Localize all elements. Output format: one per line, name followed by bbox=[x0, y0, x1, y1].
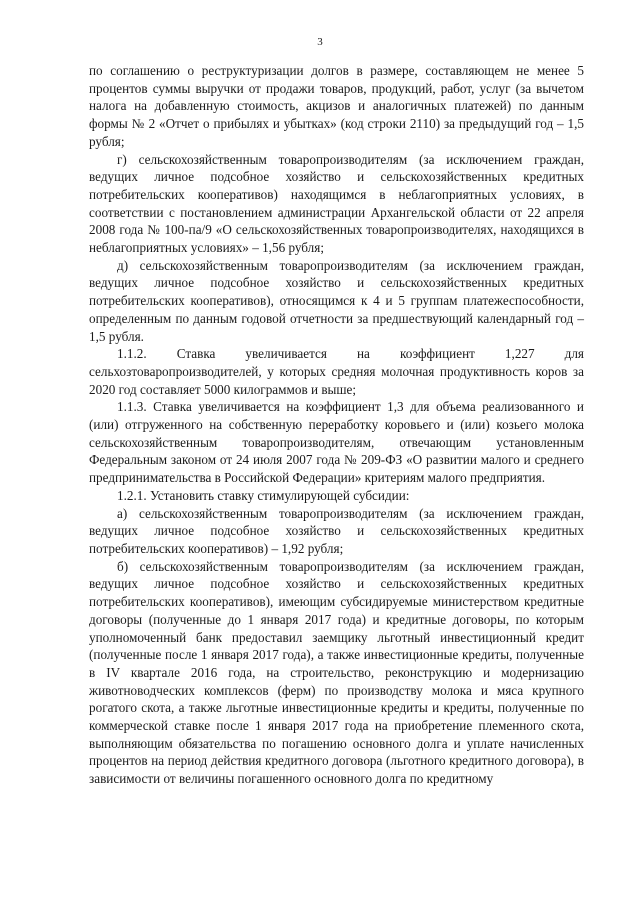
paragraph-item-g: г) сельскохозяйственным товаропроизводителям (за исключением граждан, ведущих личное подсобное хозяйство и сельскохозяйственных кредитных потребительских кооперативов) находящимся в неблагоприятных условиях, в соответствии с постановлением администрации Архангельской области от 22 апреля 2008 года № 100-па/9 «О сельскохозяйственных товаропроизводителях, находящихся в неблагоприятных условиях» – 1,56 рубля; bbox=[89, 151, 584, 256]
paragraph-continuation: по соглашению о реструктуризации долгов в размере, составляющем не менее 5 процентов суммы выручки от продажи товаров, продукций, работ, услуг (за вычетом налога на добавленную стоимость, акцизов и аналогичных платежей) по данным формы № 2 «Отчет о прибылях и убытках» (код строки 2110) за предыдущий год – 1,5 рубля; bbox=[89, 63, 584, 149]
paragraph-item-d: д) сельскохозяйственным товаропроизводителям (за исключением граждан, ведущих личное подсобное хозяйство и сельскохозяйственных кредитных потребительских кооперативов), относящимся к 4 и 5 группам платежеспособности, определенным по данным годовой отчетности за предшествующий календарный год – 1,5 рубля. bbox=[89, 257, 584, 344]
paragraph-1-1-2: 1.1.2. Ставка увеличивается на коэффициент 1,227 для сельхозтоваропроизводителей, у которых средняя молочная продуктивность коров за 2020 год составляет 5000 килограммов и выше; bbox=[89, 346, 584, 397]
paragraph-1-2-1: 1.2.1. Установить ставку стимулирующей субсидии: bbox=[117, 487, 410, 503]
document-body bbox=[89, 62, 584, 788]
paragraph-item-b: б) сельскохозяйственным товаропроизводителям (за исключением граждан, ведущих личное подсобное хозяйство и сельскохозяйственных кредитных потребительских кооперативов), имеющим субсидируемые министерством кредитные договоры (полученные до 1 января 2017 года) и кредитные договоры, по которым уполномоченный банк предоставил заемщику льготный инвестиционный кредит (полученные после 1 января 2017 года), а также инвестиционные кредиты, полученные в IV квартале 2016 года, на строительство, реконструкцию и модернизацию животноводческих комплексов (ферм) по производству молока и мяса крупного рогатого скота, а также льготные инвестиционные кредиты и кредиты, полученные по коммерческой ставке после 1 января 2017 года на приобретение племенного скота, выполняющим обязательства по погашению основного долга и уплате начисленных процентов на период действия кредитного договора (льготного кредитного договора), в зависимости от величины погашенного основного долга по кредитному bbox=[89, 558, 584, 787]
paragraph-1-1-3: 1.1.3. Ставка увеличивается на коэффициент 1,3 для объема реализованного и (или) отгруженного на собственную переработку коровьего и (или) козьего молока сельскохозяйственным товаропроизводителям, отвечающим установленным Федеральным законом от 24 июля 2007 года № 209-ФЗ «О развитии малого и среднего предпринимательства в Российской Федерации» критериям малого предприятия. bbox=[89, 399, 584, 486]
paragraph-item-a: а) сельскохозяйственным товаропроизводителям (за исключением граждан, ведущих личное подсобное хозяйство и сельскохозяйственных кредитных потребительских кооперативов) – 1,92 рубля; bbox=[89, 505, 584, 556]
page-number: 3 bbox=[317, 36, 323, 48]
